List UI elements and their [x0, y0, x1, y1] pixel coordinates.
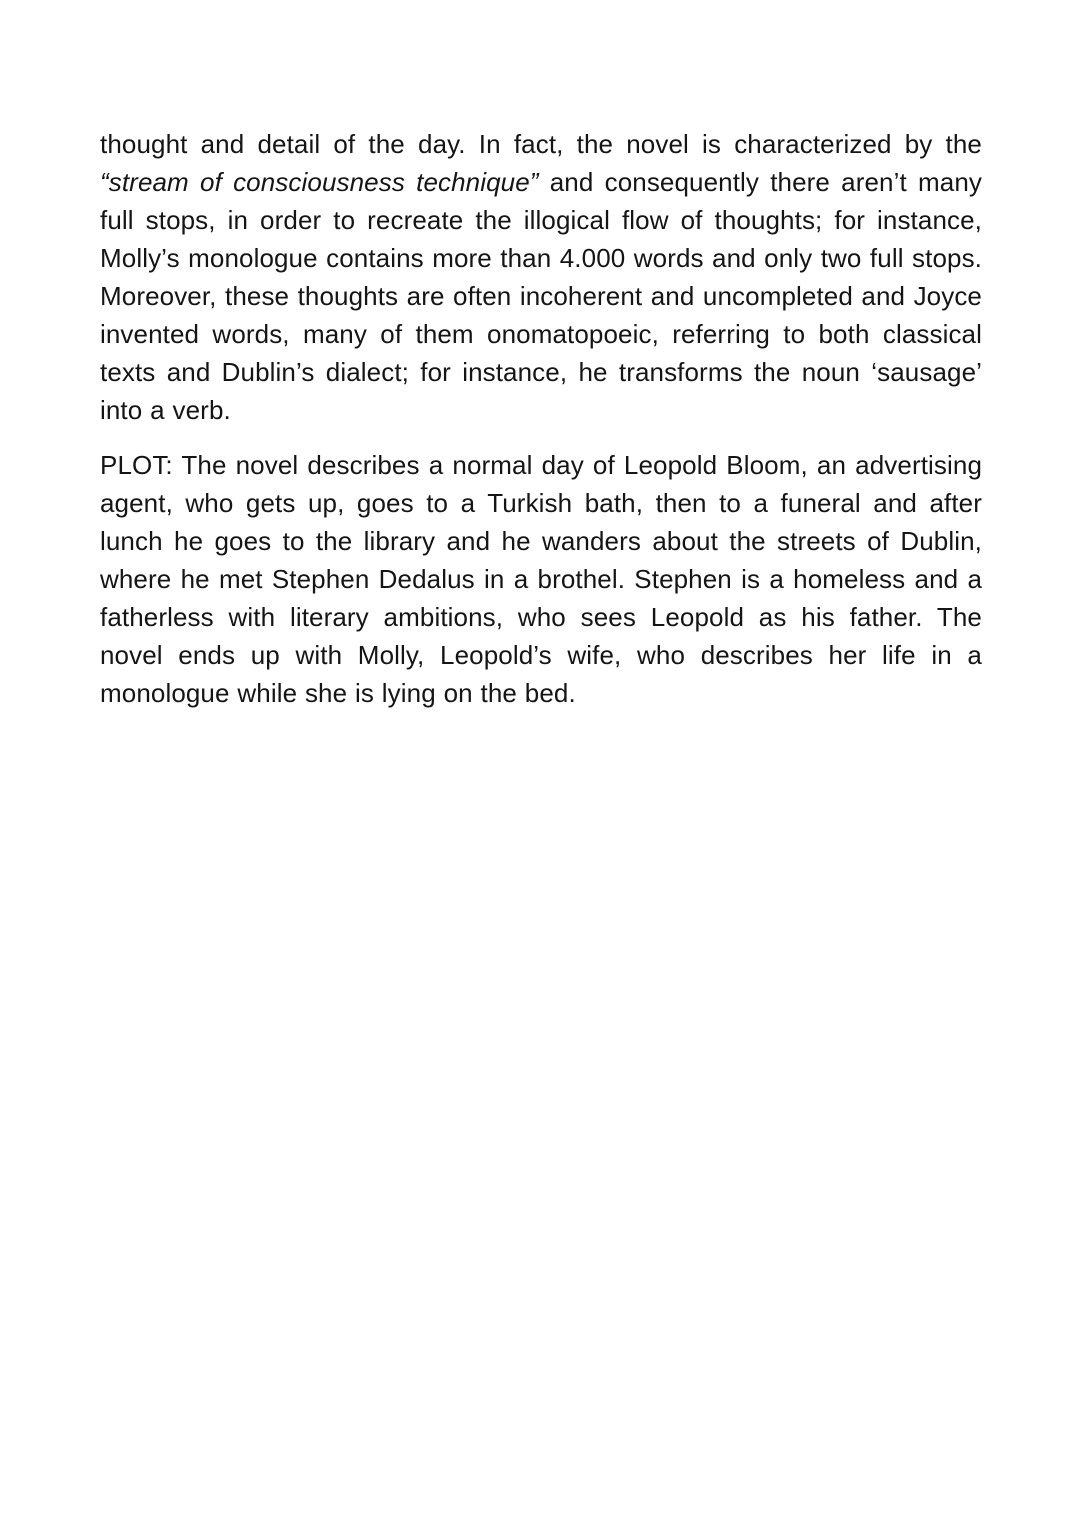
- paragraph-stream-of-consciousness: [100, 125, 982, 429]
- paragraph-plot: PLOT: The novel describes a normal day of Leopold Bloom, an advertising agent, who gets up, goes to a Turkish bath, then to a funeral and after lunch he goes to the library and he wanders about the streets of Dublin, where he met Stephen Dedalus in a brothel. Stephen is a homeless and a fatherless with literary ambitions, who sees Leopold as his father. The novel ends up with Molly, Leopold’s wife, who describes her life in a monologue while she is lying on the bed.: [100, 450, 982, 708]
- document-text-block: [100, 125, 982, 729]
- paragraph-text-before-italic: thought and detail of the day. In fact, the novel is characterized by the: [100, 129, 982, 159]
- italic-phrase: “stream of consciousness technique”: [100, 167, 539, 197]
- paragraph-text-after-italic: and consequently there aren’t many full stops, in order to recreate the illogical flow of thoughts; for instance, Molly’s monologue contains more than 4.000 words and only two full stops. Moreover, these thoughts are often incoherent and uncompleted and Joyce invented words, many of them onomatopoeic, referring to both classical texts and Dublin’s dialect; for instance, he transforms the noun ‘sausage’ into a verb.: [100, 167, 982, 425]
